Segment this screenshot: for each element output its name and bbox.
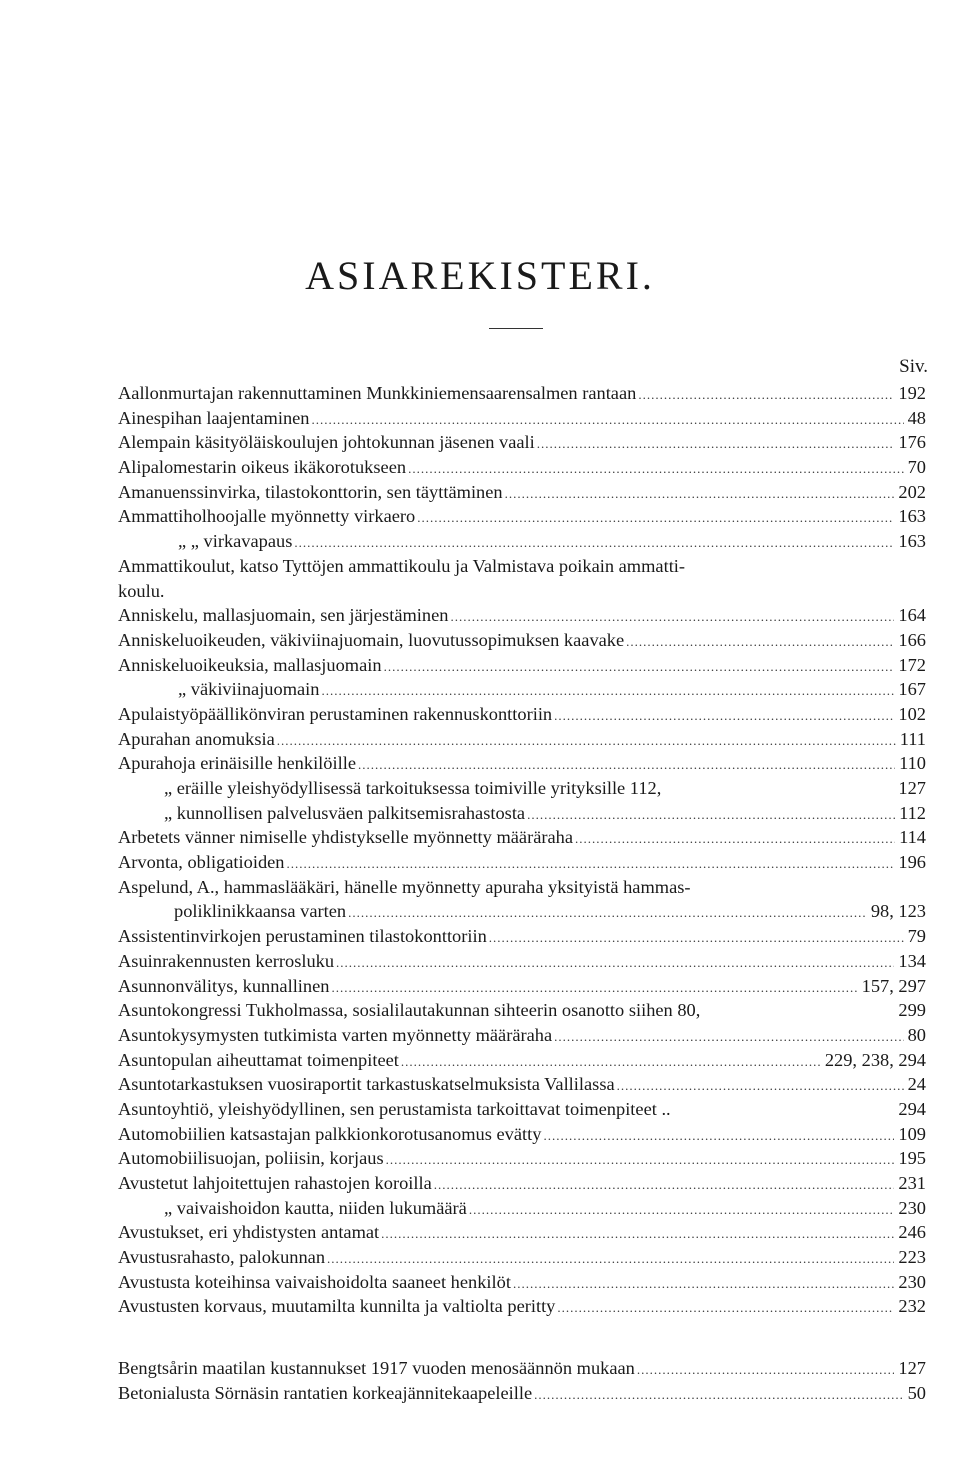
- index-entry: Arbetets vänner nimiselle yhdistykselle myönnetty määräraha ..... 114: [118, 825, 926, 850]
- index-entry: Betonialusta Sörnäsin rantatien korkeajännitekaapeleille ..... 50: [118, 1381, 926, 1406]
- page-column-label: Siv.: [899, 356, 928, 377]
- index-entry-continuation: koulu.: [118, 579, 926, 604]
- index-entry: Avustusten korvaus, muutamilta kunnilta ja valtiolta peritty ..... 232: [118, 1294, 926, 1319]
- index-entry: Avustukset, eri yhdistysten antamat ..... 246: [118, 1220, 926, 1245]
- title-divider: [489, 328, 543, 329]
- index-entry: Aspelund, A., hammaslääkäri, hänelle myönnetty apuraha yksityistä hammas-: [118, 875, 926, 900]
- index-entry: „ „ virkavapaus ..... 163: [118, 529, 926, 554]
- index-entry: „ kunnollisen palvelusväen palkitsemisrahastosta ..... 112: [118, 801, 926, 826]
- index-entry: Anniskelu, mallasjuomain, sen järjestäminen ..... 164: [118, 603, 926, 628]
- index-entry: Amanuenssinvirka, tilastokonttorin, sen täyttäminen ..... 202: [118, 480, 926, 505]
- index-entry: Apurahan anomuksia ..... 111: [118, 727, 926, 752]
- index-entry: Anniskeluoikeuden, väkiviinajuomain, luovutussopimuksen kaavake ..... 166: [118, 628, 926, 653]
- index-entry: Bengtsårin maatilan kustannukset 1917 vuoden menosäännön mukaan ..... 127: [118, 1356, 926, 1381]
- index-entry: Avustusta koteihinsa vaivaishoidolta saaneet henkilöt ..... 230: [118, 1270, 926, 1295]
- index-entry: Asuntoyhtiö, yleishyödyllinen, sen perustamista tarkoittavat toimenpiteet .. 294: [118, 1097, 926, 1122]
- index-entry: Avustetut lahjoitettujen rahastojen koroilla ..... 231: [118, 1171, 926, 1196]
- index-entry: Avustusrahasto, palokunnan ..... 223: [118, 1245, 926, 1270]
- index-entry: Asuntotarkastuksen vuosiraportit tarkastuskatselmuksista Vallilassa ..... 24: [118, 1072, 926, 1097]
- index-entry: Ammattiholhoojalle myönnetty virkaero ..... 163: [118, 504, 926, 529]
- index-entry: „ eräille yleishyödyllisessä tarkoituksessa toimiville yrityksille 112, 127: [118, 776, 926, 801]
- index-entry: Aallonmurtajan rakennuttaminen Munkkiniemensaarensalmen rantaan ..... 192: [118, 381, 926, 406]
- index-entry: Anniskeluoikeuksia, mallasjuomain ..... 172: [118, 653, 926, 678]
- index-entry: Apurahoja erinäisille henkilöille ..... 110: [118, 751, 926, 776]
- index-entry: Assistentinvirkojen perustaminen tilastokonttoriin ..... 79: [118, 924, 926, 949]
- index-entry: Asuntokongressi Tukholmassa, sosialilautakunnan sihteerin osanotto siihen 80, 299: [118, 998, 926, 1023]
- index-entry: „ väkiviinajuomain ..... 167: [118, 677, 926, 702]
- index-entry: Automobiilisuojan, poliisin, korjaus ..... 195: [118, 1146, 926, 1171]
- index-entry: „ vaivaishoidon kautta, niiden lukumäärä ..... 230: [118, 1196, 926, 1221]
- index-entry: Asuntokysymysten tutkimista varten myönnetty määräraha ..... 80: [118, 1023, 926, 1048]
- index-entry: Arvonta, obligatioiden ..... 196: [118, 850, 926, 875]
- index-entry: Alempain käsityöläiskoulujen johtokunnan jäsenen vaali ..... 176: [118, 430, 926, 455]
- index-entry: Asuntopulan aiheuttamat toimenpiteet ..... 229, 238, 294: [118, 1048, 926, 1073]
- index-entry: Asuinrakennusten kerrosluku ..... 134: [118, 949, 926, 974]
- index-entry: Automobiilien katsastajan palkkionkorotusanomus evätty ..... 109: [118, 1122, 926, 1147]
- page-title: ASIAREKISTERI.: [305, 253, 655, 298]
- section-gap: [118, 1319, 926, 1356]
- index-entries: [118, 381, 926, 1406]
- index-entry: Apulaistyöpäällikönviran perustaminen rakennuskonttoriin ..... 102: [118, 702, 926, 727]
- index-entry: Ammattikoulut, katso Tyttöjen ammattikoulu ja Valmistava poikain ammatti-: [118, 554, 926, 579]
- index-entry: Ainespihan laajentaminen ..... 48: [118, 406, 926, 431]
- index-entry-continuation: poliklinikkaansa varten ..... 98, 123: [118, 899, 926, 924]
- index-entry: Asunnonvälitys, kunnallinen ..... 157, 297: [118, 974, 926, 999]
- index-entry: Alipalomestarin oikeus ikäkorotukseen ..... 70: [118, 455, 926, 480]
